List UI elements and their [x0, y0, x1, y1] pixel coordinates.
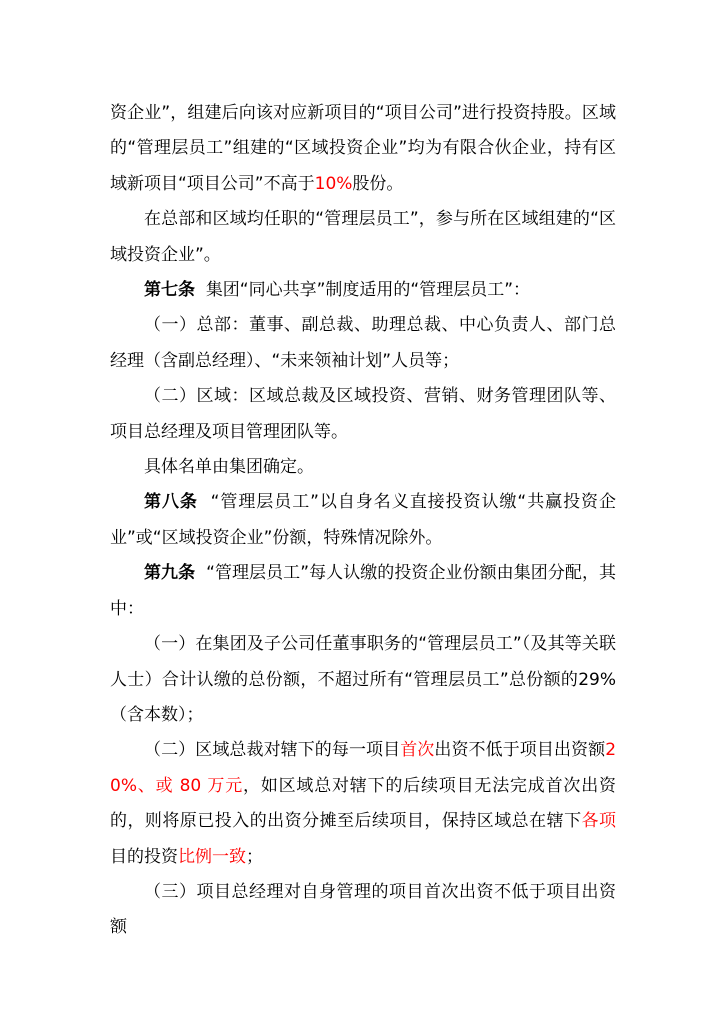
highlighted-text: 比例一致: [178, 846, 246, 867]
paragraph-text: 股份。: [352, 173, 404, 194]
paragraph-text: 目的投资: [110, 846, 178, 867]
highlighted-text: 20%、或 80 万元: [110, 740, 617, 796]
paragraph-investment-enterprise: [110, 96, 616, 202]
article-9: [110, 556, 616, 627]
article-7: [110, 273, 616, 308]
highlighted-text: 首次: [400, 740, 435, 761]
highlighted-percentage: 10%: [314, 173, 353, 194]
highlighted-text: 各项: [581, 811, 617, 832]
paragraph-text: ，如区域总对辖下的后续项目无法完成首次出资的，则将原已投入的出资分摊至后续项目，保持区域总在辖下: [110, 775, 616, 832]
article-text: “管理层员工”每人认缴的投资企业份额由集团分配，其中：: [110, 563, 617, 619]
item-regional-president: [110, 733, 616, 875]
item-headquarters: （一）总部：董事、副总裁、助理总裁、中心负责人、部门总经理（含副总经理）、“未来领袖计划”人员等；: [110, 315, 616, 371]
item-directors-share: （一）在集团及子公司任董事职务的“管理层员工”（及其等关联人士）合计认缴的总份额，不超过所有“管理层员工”总份额的29%（含本数）；: [110, 634, 616, 725]
article-text: “管理层员工”以自身名义直接投资认缴“共赢投资企业”或“区域投资企业”份额，特殊情况除外。: [110, 492, 617, 548]
paragraph-text: 出资不低于项目出资额: [434, 740, 606, 761]
paragraph-text: ；: [246, 846, 263, 867]
article-heading: 第七条: [144, 280, 195, 301]
paragraph-text: 资企业”，组建后向该对应新项目的“项目公司”进行投资持股。区域的“管理层员工”组建的“区域投资企业”均为有限合伙企业，持有区域新项目“项目公司”不高于: [110, 103, 616, 194]
article-8: [110, 485, 616, 556]
paragraph-list-determination: 具体名单由集团确定。: [144, 457, 314, 478]
document-page: [110, 96, 616, 946]
item-region: （二）区域：区域总裁及区域投资、营销、财务管理团队等、项目总经理及项目管理团队等。: [110, 386, 616, 442]
item-project-manager: （三）项目总经理对自身管理的项目首次出资不低于项目出资额: [110, 881, 616, 938]
article-text: 集团“同心共享”制度适用的“管理层员工”：: [205, 280, 531, 301]
paragraph-dual-role: 在总部和区域均任职的“管理层员工”，参与所在区域组建的“区域投资企业”。: [110, 209, 616, 265]
paragraph-text: （二）区域总裁对辖下的每一项目: [144, 740, 401, 761]
article-heading: 第八条: [144, 492, 198, 513]
article-heading: 第九条: [144, 563, 196, 584]
